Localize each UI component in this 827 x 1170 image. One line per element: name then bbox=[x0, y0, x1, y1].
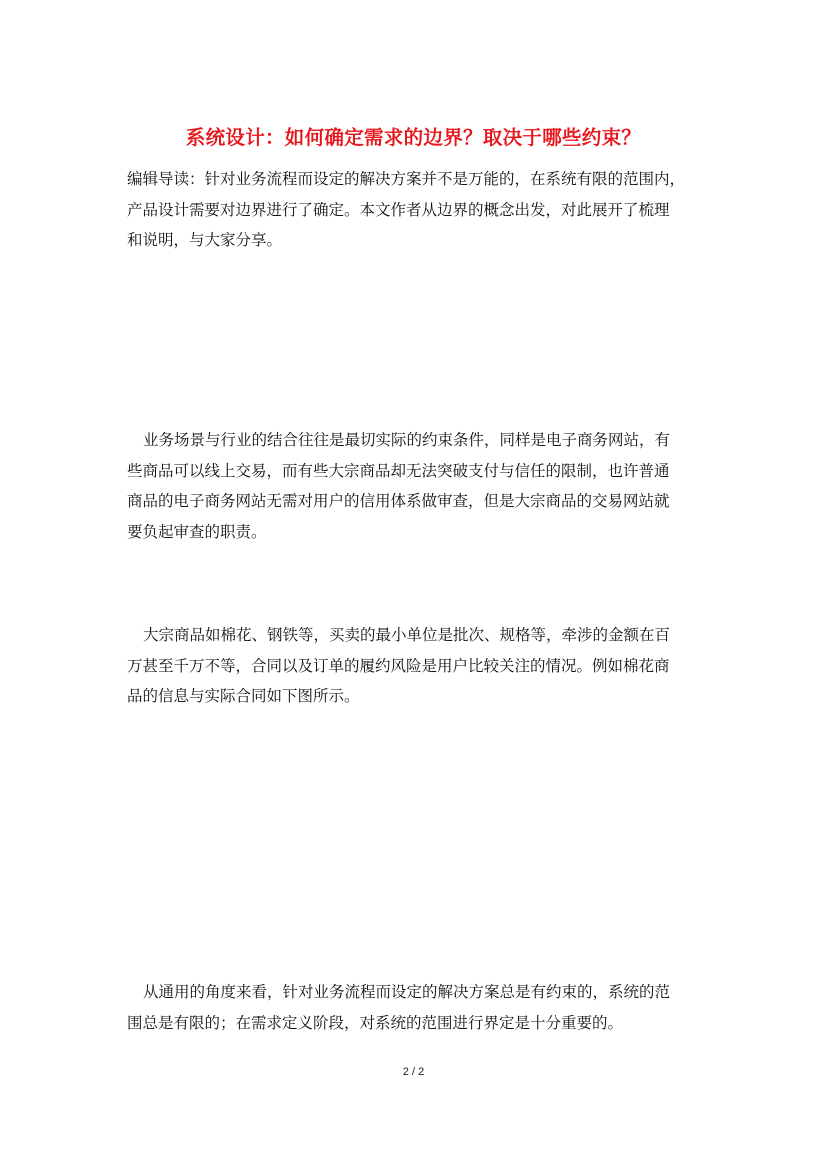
paragraph-line: 些商品可以线上交易，而有些大宗商品却无法突破支付与信任的限制，也许普通 bbox=[127, 461, 670, 480]
paragraph-line: 商品的电子商务网站无需对用户的信用体系做审查，但是大宗商品的交易网站就 bbox=[127, 492, 670, 510]
paragraph-line: 业务场景与行业的结合往往是最切实际的约束条件，同样是电子商务网站，有 bbox=[143, 431, 671, 449]
intro-line: 和说明，与大家分享。 bbox=[127, 231, 283, 249]
intro-line: 编辑导读：针对业务流程而设定的解决方案并不是万能的，在系统有限的范围内， bbox=[127, 170, 686, 188]
body-paragraph-2 bbox=[127, 620, 702, 712]
intro-line: 产品设计需要对边界进行了确定。本文作者从边界的概念出发，对此展开了梳理 bbox=[127, 200, 670, 219]
paragraph-line: 要负起审查的职责。 bbox=[127, 522, 267, 541]
intro-paragraph bbox=[127, 164, 702, 256]
document-title: 系统设计：如何确定需求的边界？取决于哪些约束？ bbox=[185, 126, 642, 149]
paragraph-line: 品的信息与实际合同如下图所示。 bbox=[127, 687, 360, 705]
paragraph-line: 围总是有限的；在需求定义阶段，对系统的范围进行界定是十分重要的。 bbox=[127, 1013, 624, 1032]
body-paragraph-3 bbox=[127, 977, 702, 1038]
paragraph-line: 万甚至千万不等，合同以及订单的履约风险是用户比较关注的情况。例如棉花商 bbox=[127, 656, 670, 675]
paragraph-line: 从通用的角度来看，针对业务流程而设定的解决方案总是有约束的，系统的范 bbox=[143, 983, 671, 1001]
paragraph-line: 大宗商品如棉花、钢铁等，买卖的最小单位是批次、规格等，牵涉的金额在百 bbox=[143, 626, 671, 644]
page-number: 2 / 2 bbox=[402, 1066, 425, 1078]
body-paragraph-1 bbox=[127, 425, 702, 547]
